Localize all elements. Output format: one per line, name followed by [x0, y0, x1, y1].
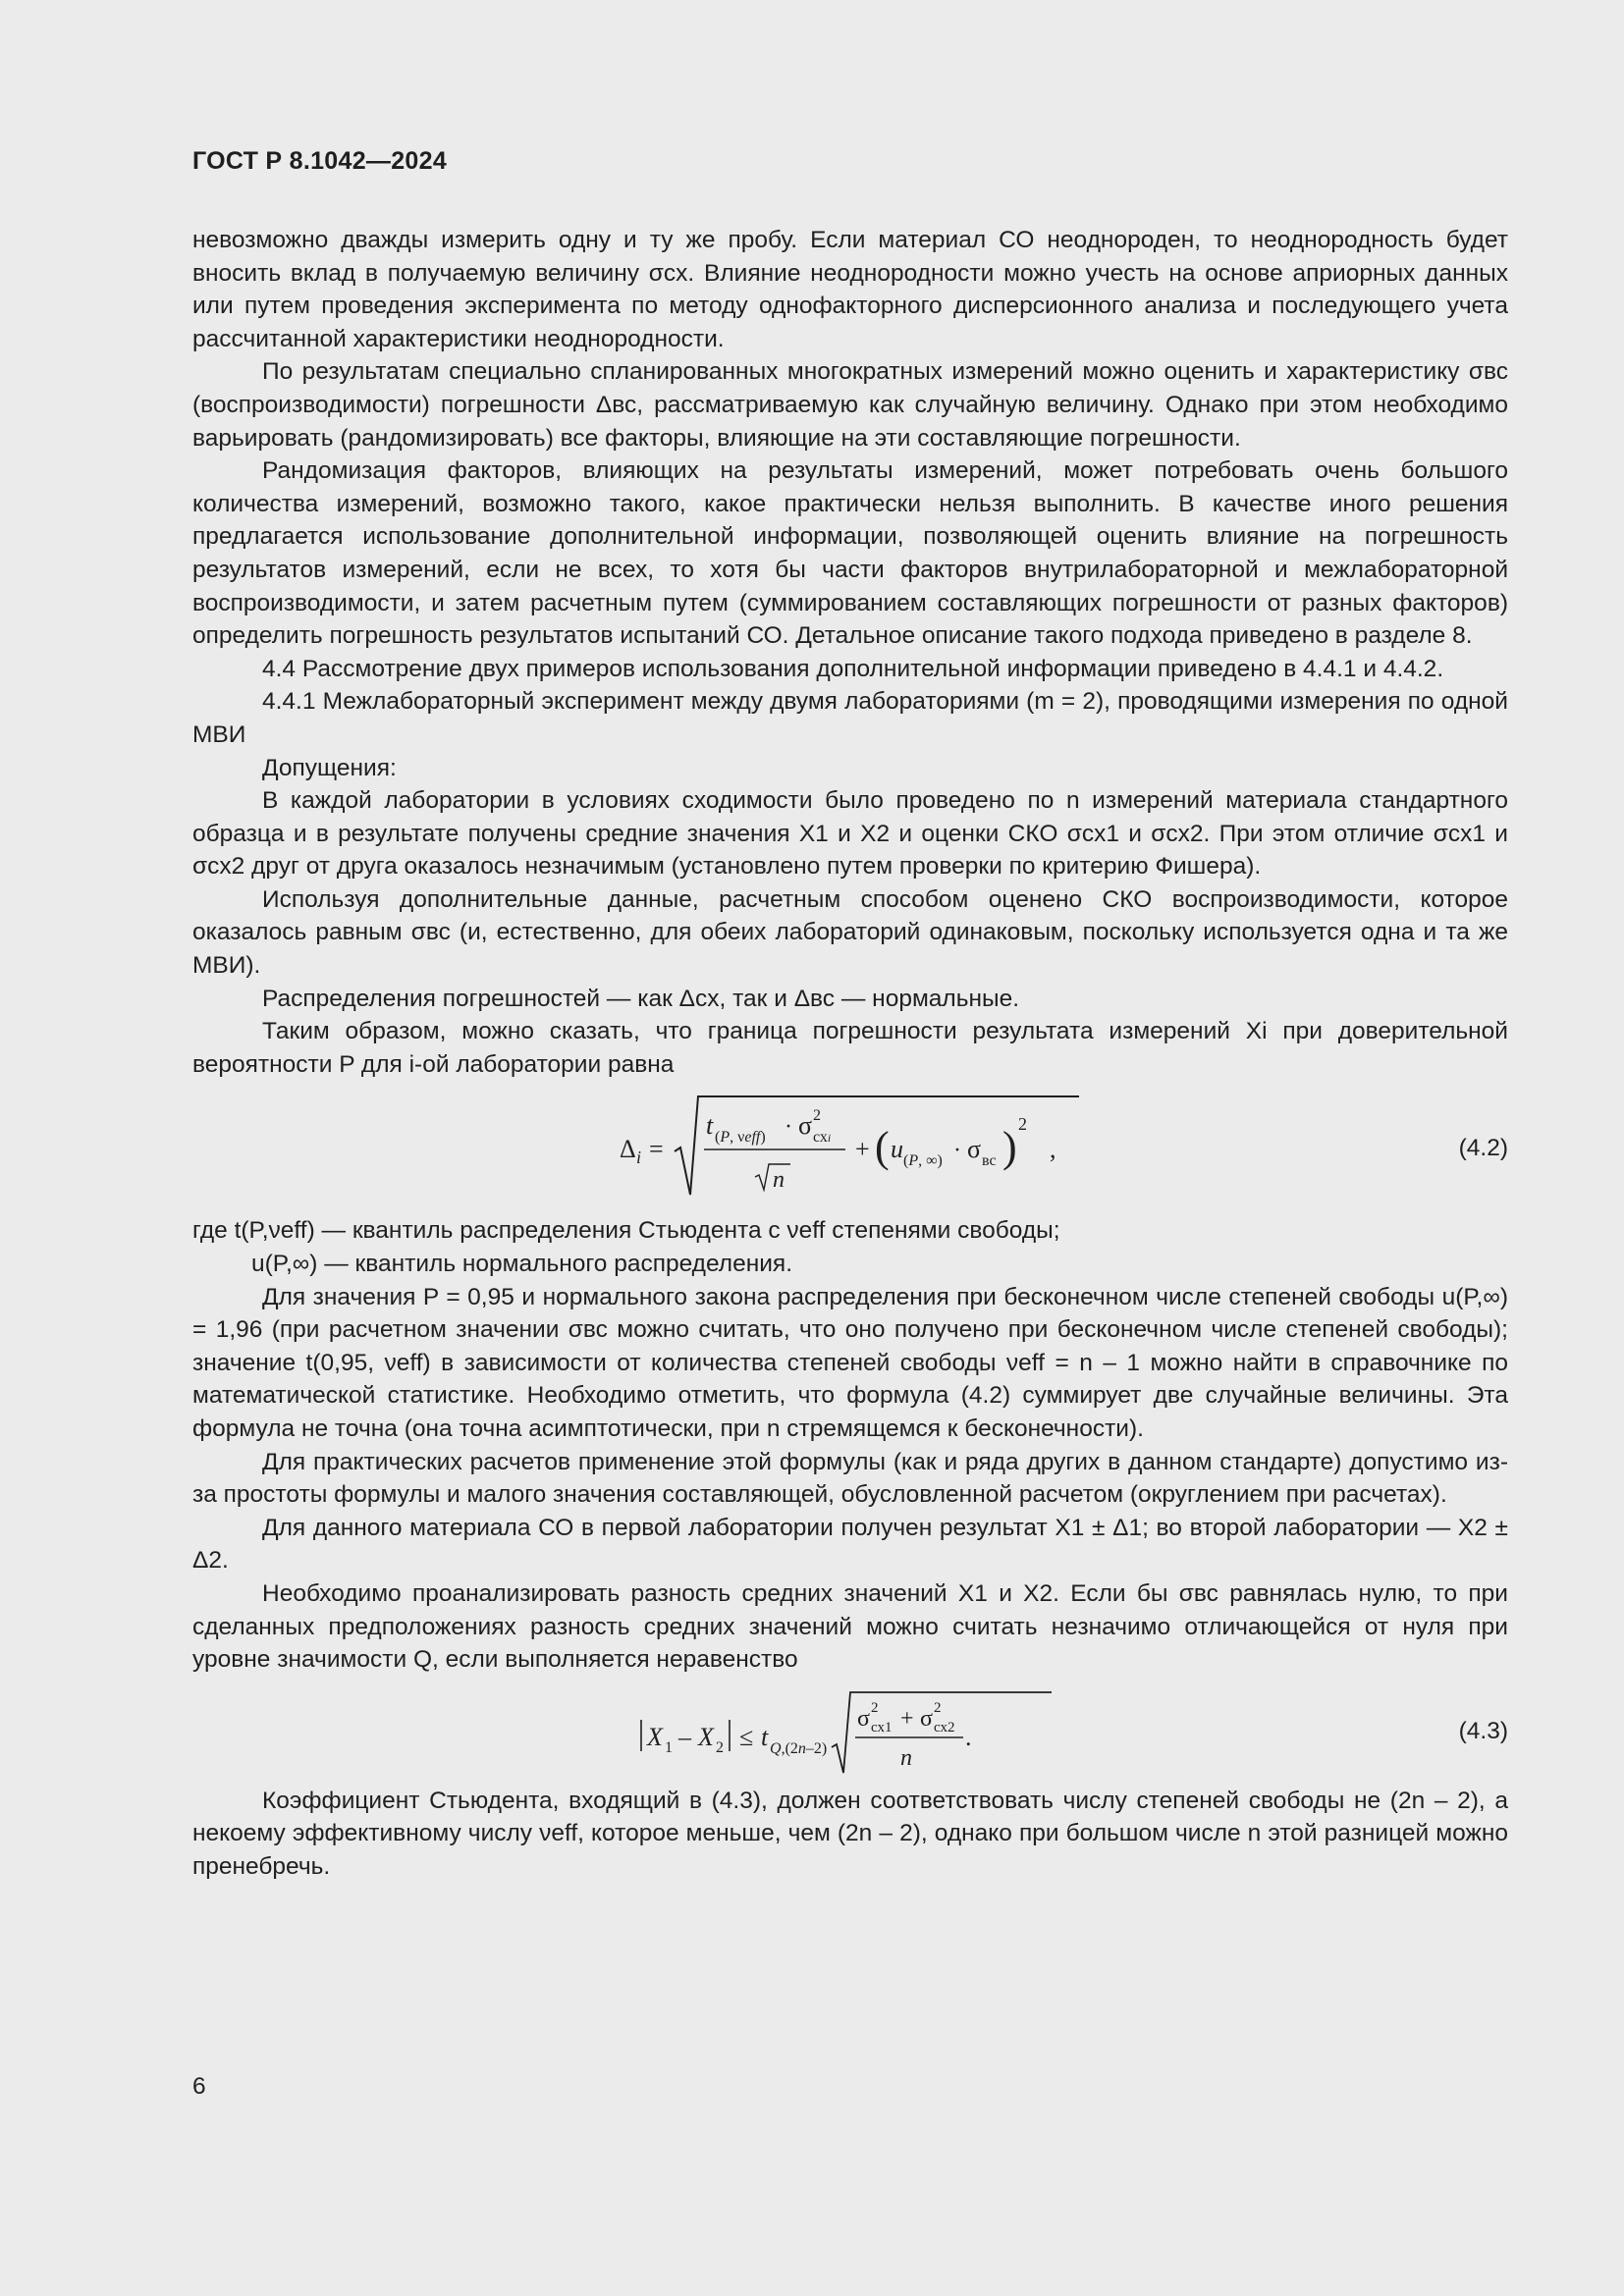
svg-text:): )	[1002, 1123, 1017, 1172]
svg-text:+: +	[855, 1135, 870, 1164]
paragraph-2: По результатам специально спланированных многократных измерений можно оценить и характеристику σвс (воспроизводимости) погрешности Δвс, рассматриваемую как случайную величину. Однако при этом необходимо варьировать (рандомизировать) все факторы, влияющие на эти составляющие погрешности.	[192, 358, 1508, 452]
paragraph-10: Таким образом, можно сказать, что граница погрешности результата измерений Xi при доверительной вероятности P для i-ой лаборатории равна	[192, 1018, 1508, 1078]
svg-text:n: n	[900, 1744, 912, 1771]
formula-4-3	[192, 1686, 1508, 1777]
paragraph-17: Коэффициент Стьюдента, входящий в (4.3), должен соответствовать числу степеней свободы не (2n – 2), а некоему эффективному числу νeff, которое меньше, чем (2n – 2), однако при большом числе n этой разницей можно пренебречь.	[192, 1787, 1508, 1880]
formula-4-3-number: (4.3)	[1458, 1717, 1508, 1744]
body-text	[192, 224, 1508, 1884]
paragraph-13: Для значения P = 0,95 и нормального закона распределения при бесконечном числе степеней свободы u(P,∞) = 1,96 (при расчетном значении σвс можно считать, что оно получено при бесконечном числе степеней свободы); значение t(0,95, νeff) в зависимости от количества степеней свободы νeff = n – 1 можно найти в справочнике по математической статистике. Необходимо отметить, что формула (4.2) суммирует две случайные величины. Эта формула не точна (она точна асимптотически, при n стремящемся к бесконечности).	[192, 1283, 1508, 1442]
page-number: 6	[192, 2073, 206, 2100]
svg-text:сх1: сх1	[871, 1719, 893, 1735]
formula-4-2-graphic	[620, 1091, 1081, 1206]
paragraph-4: 4.4 Рассмотрение двух примеров использования дополнительной информации приведено в 4.4.1 и 4.4.2.	[262, 655, 1444, 682]
svg-text:(P, νeff): (P, νeff)	[715, 1129, 766, 1147]
paragraph-1: невозможно дважды измерить одну и ту же пробу. Если материал СО неоднороден, то неоднородность будет вносить вклад в получаемую величину σсх. Влияние неоднородности можно учесть на основе априорных данных или путем проведения эксперимента по методу однофакторного дисперсионного анализа и последующего учета рассчитанной характеристики неоднородности.	[192, 227, 1508, 352]
svg-text:t: t	[761, 1722, 769, 1751]
svg-text:t: t	[706, 1111, 714, 1141]
svg-text:X: X	[647, 1722, 663, 1751]
svg-text:X: X	[698, 1722, 714, 1751]
paragraph-7: В каждой лаборатории в условиях сходимости было проведено по n измерений материала стандартного образца и в результате получены средние значения X1 и X2 и оценки СКО σсх1 и σсх2. При этом отличие σсх1 и σсх2 друг от друга оказалось незначимым (установлено путем проверки по критерию Фишера).	[192, 787, 1508, 881]
svg-text:2: 2	[1018, 1114, 1027, 1135]
paragraph-3: Рандомизация факторов, влияющих на результаты измерений, может потребовать очень большого количества измерений, возможно такого, какое практически нельзя выполнить. В качестве иного решения предлагается использование дополнительной информации, позволяющей оценить влияние на погрешность результатов измерений, если не всех, то хотя бы части факторов внутрилабораторной и межлабораторной воспроизводимости, и затем расчетным путем (суммированием составляющих погрешности от разных факторов) определить погрешность результатов испытаний СО. Детальное описание такого подхода приведено в разделе 8.	[192, 457, 1508, 650]
svg-text:+: +	[900, 1705, 914, 1732]
svg-text:≤: ≤	[739, 1722, 754, 1751]
svg-text:2: 2	[934, 1699, 942, 1716]
svg-text:σ: σ	[798, 1111, 813, 1141]
svg-text:σ: σ	[857, 1705, 870, 1732]
svg-text:,: ,	[1050, 1135, 1056, 1164]
svg-text:Δ: Δ	[620, 1135, 636, 1164]
paragraph-15: Для данного материала СО в первой лаборатории получен результат X1 ± Δ1; во второй лаборатории — X2 ± Δ2.	[192, 1514, 1508, 1575]
svg-text:схi: схi	[813, 1129, 832, 1147]
formula-4-2-number: (4.2)	[1458, 1135, 1508, 1162]
paragraph-11: где t(P,νeff) — квантиль распределения Стьюдента с νeff степенями свободы;	[192, 1217, 1060, 1245]
paragraph-6: Допущения:	[262, 754, 397, 781]
formula-4-2	[192, 1091, 1508, 1206]
svg-text:2: 2	[813, 1107, 821, 1125]
svg-text:2: 2	[871, 1699, 879, 1716]
formula-4-3-graphic	[639, 1686, 1061, 1777]
svg-text:·: ·	[953, 1138, 961, 1164]
paragraph-8: Используя дополнительные данные, расчетным способом оценено СКО воспроизводимости, которое оказалось равным σвс (и, естественно, для обеих лабораторий одинаковым, поскольку используется одна и та же МВИ).	[192, 885, 1508, 980]
svg-text:.: .	[965, 1722, 972, 1751]
svg-text:σ: σ	[920, 1705, 933, 1732]
svg-text:=: =	[649, 1135, 664, 1164]
svg-text:2: 2	[716, 1738, 724, 1756]
svg-text:вс: вс	[982, 1152, 997, 1170]
paragraph-12: u(P,∞) — квантиль нормального распределения.	[251, 1251, 792, 1278]
svg-text:сх2: сх2	[934, 1719, 955, 1735]
svg-text:σ: σ	[967, 1135, 982, 1164]
paragraph-16: Необходимо проанализировать разность средних значений X1 и X2. Если бы σвс равнялась нулю, то при сделанных предположениях разность средних значений можно считать незначимо отличающейся от нуля при уровне значимости Q, если выполняется неравенство	[192, 1579, 1508, 1674]
document-header: ГОСТ Р 8.1042—2024	[192, 147, 448, 175]
svg-text:(P, ∞): (P, ∞)	[903, 1152, 943, 1170]
svg-text:Q,(2n–2): Q,(2n–2)	[770, 1739, 828, 1757]
svg-text:n: n	[773, 1167, 785, 1194]
paragraph-9: Распределения погрешностей — как Δсх, так и Δвс — нормальные.	[262, 985, 1020, 1012]
svg-text:u: u	[891, 1135, 903, 1164]
svg-text:–: –	[678, 1722, 691, 1751]
paragraph-14: Для практических расчетов применение этой формулы (как и ряда других в данном стандарте) допустимо из-за простоты формулы и малого значения составляющей, обусловленной расчетом (округлением при расчетах).	[192, 1448, 1508, 1509]
svg-text:·: ·	[785, 1114, 792, 1141]
paragraph-5: 4.4.1 Межлабораторный эксперимент между двумя лабораториями (m = 2), проводящими измерения по одной МВИ	[192, 688, 1508, 748]
svg-text:(: (	[875, 1123, 890, 1172]
svg-text:1: 1	[665, 1738, 673, 1756]
svg-text:i: i	[636, 1148, 642, 1168]
